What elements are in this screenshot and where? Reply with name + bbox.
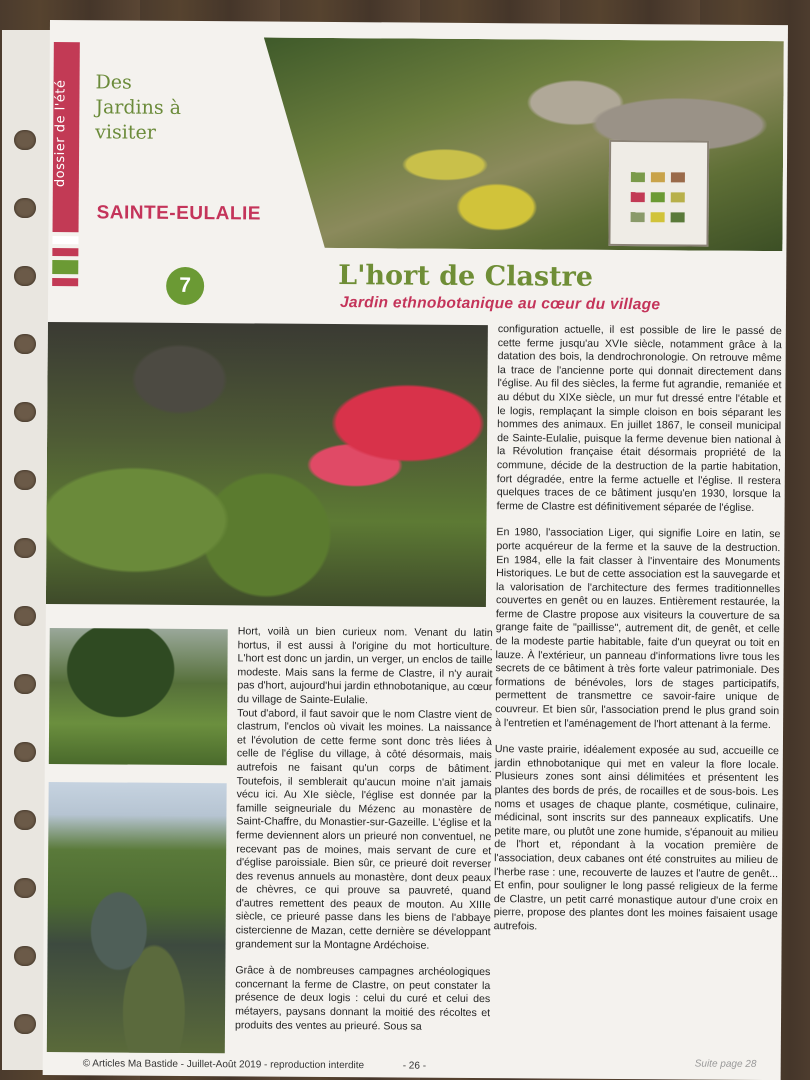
punch-hole bbox=[14, 810, 36, 830]
section-tab bbox=[52, 42, 80, 292]
information-panel-in-photo bbox=[608, 140, 709, 247]
footer-credit: © Articles Ma Bastide - Juillet-Août 2019 - reproduction interdite bbox=[82, 1058, 365, 1072]
paragraph: Tout d'abord, il faut savoir que le nom Clastre vient de clastrum, l'enclos où vivait les moines. La naissance et l'évolution de cette ferme sont donc très liées à celle de l'église du village, à côté désormais, mais autrefois ne faisant qu'un corps de bâtiment. Toutefois, il semblerait qu'aucun moine n'ait jamais vécu ici. Au XIe siècle, l'église est donnée par la famille seigneuriale du Mézenc au monastère de Saint-Chaffre, du Monastier-sur-Gazeille. L'église et la ferme deviennent alors un prieuré non conventuel, ne recevant pas de moines, mais servant de cure et d'église paroissiale. Bien sûr, ce prieuré doit reverser des revenus annuels au monastère, dont deux peaux de chèvres, ce qui prouve sa pauvreté, quand d'autres remettent des peaux de mouton. Au XIIIe siècle, ce prieuré passe dans les biens de l'abbaye cistercienne de Mazan, cette dernière se développant grandement sur la Montagne Ardéchoise. bbox=[235, 706, 493, 952]
paragraph: configuration actuelle, il est possible de lire le passé de cette ferme jusqu'au XVIe siècle, notamment grâce à la datation des bois, la dendrochronologie. On retrouve même la trace de l'ancienne porte qui donnait directement dans l'église. Au fil des siècles, la ferme fut agrandie, remaniée et au début du XIXe siècle, un mur fut dressé entre l'étable et le logis, remplaçant la simple cloison en bois séparant les hommes des animaux. En juillet 1867, le conseil municipal de Sainte-Eulalie, puisque la ferme devenue bien national à la Révolution française était désormais propriété de la commune, décide de la destruction de la partie habitation, fort dégradée, entre la ferme actuelle et l'église. Il restera quelques traces de ce bâtiment jusqu'en 1930, lorsque la ferme de Clastre est définitivement séparée de l'église. bbox=[496, 323, 782, 514]
tab-stripe bbox=[52, 236, 78, 244]
section-label: dossier de l'été bbox=[52, 79, 69, 187]
punch-hole bbox=[14, 470, 36, 490]
punch-hole bbox=[14, 878, 36, 898]
garden-flowers-photo bbox=[46, 322, 488, 607]
paragraph: En 1980, l'association Liger, qui signifie Loire en latin, se porte acquéreur de la ferme et la sauve de la destruction. En 1984, elle la fait classer à l'inventaire des Monuments Historiques. Le but de cette association est la sauvegarde et la valorisation de l'architecture des fermes traditionnelles couvertes en genêt ou en lauzes. Entièrement restaurée, la ferme de Clastre propose aux visiteurs la couverture de sa grange faite de "paillisse", autrement dit, de genêt, et celle de la modeste partie habitable, faite d'un queyrat ou toit en lauze. À l'extérieur, un panneau d'informations livre tous les secrets de ce bâtiment à très forte valeur patrimoniale. Des formations de bénévoles, lors de stages participatifs, permettent de transmettre ce savoir-faire unique de couvreur. Et bien sûr, l'association prend le plus grand soin à l'entretien et l'aménagement de l'hort attenant à la ferme. bbox=[495, 526, 781, 731]
article-number-badge: 7 bbox=[166, 267, 204, 305]
tab-stripe bbox=[52, 248, 78, 256]
punch-hole bbox=[14, 606, 36, 626]
paragraph: Grâce à de nombreuses campagnes archéologiques concernant la ferme de Clastre, on peut constater la présence de deux logis : celui du curé et celui des métayers, paysans donnant la moitié des récoltes et produits des ventes au prieuré. Sous sa bbox=[234, 964, 491, 1033]
tab-stripe bbox=[52, 260, 78, 274]
article-title: L'hort de Clastre bbox=[338, 260, 594, 293]
paragraph: Une vaste prairie, idéalement exposée au sud, accueille ce jardin ethnobotanique qui met en valeur la flore locale. Plusieurs zones sont ainsi délimitées et présentent les plantes des bords de prés, de rocailles et de sous-bois. Les noms et usages de chaque plante, cosmétique, culinaire, médicinal, sont inscrits sur des panneaux explicatifs. Une petite mare, ou plutôt une zone humide, s'épanouit au milieu de l'hort et, répondant à la vocation première de l'association, deux cabanes ont été construites au milieu de l'herbe rase : une, recouverte de lauzes et l'autre de genêt... Et enfin, pour souligner le long passé religieux de la ferme de Clastre, un petit carré monastique autour d'une croix en pierre, propose des plantes dont les moines faisaient usage autrefois. bbox=[493, 743, 779, 933]
paragraph: Hort, voilà un bien curieux nom. Venant du latin hortus, il est aussi à l'origine du mot horticulture. L'hort est donc un jardin, un verger, un enclos de taille modeste. Mais sans la ferme de Clastre, il n'y aurait pas d'hort, aujourd'hui jardin ethnobotanique, au cœur du village de Sainte-Eulalie. bbox=[237, 625, 493, 707]
punch-hole bbox=[14, 538, 36, 558]
punch-hole bbox=[14, 1014, 36, 1034]
punch-hole bbox=[14, 198, 36, 218]
punch-hole bbox=[14, 334, 36, 354]
magazine-page bbox=[43, 20, 788, 1080]
punch-hole bbox=[14, 742, 36, 762]
continued-note: Suite page 28 bbox=[694, 1058, 757, 1070]
punch-hole bbox=[14, 946, 36, 966]
article-subtitle: Jardin ethnobotanique au cœur du village bbox=[339, 294, 661, 314]
farm-garden-photo bbox=[49, 628, 228, 765]
article-column-right bbox=[494, 323, 782, 935]
place-name: SAINTE-EULALIE bbox=[96, 202, 262, 225]
punch-hole bbox=[14, 674, 36, 694]
river-landscape-photo bbox=[47, 782, 227, 1053]
article-column-left bbox=[235, 625, 493, 1034]
punch-hole bbox=[14, 266, 36, 286]
page-number: - 26 - bbox=[402, 1060, 427, 1072]
punch-hole bbox=[14, 130, 36, 150]
series-kicker: Des Jardins à visiter bbox=[95, 71, 182, 144]
punch-hole bbox=[14, 402, 36, 422]
tab-stripe bbox=[52, 278, 78, 286]
